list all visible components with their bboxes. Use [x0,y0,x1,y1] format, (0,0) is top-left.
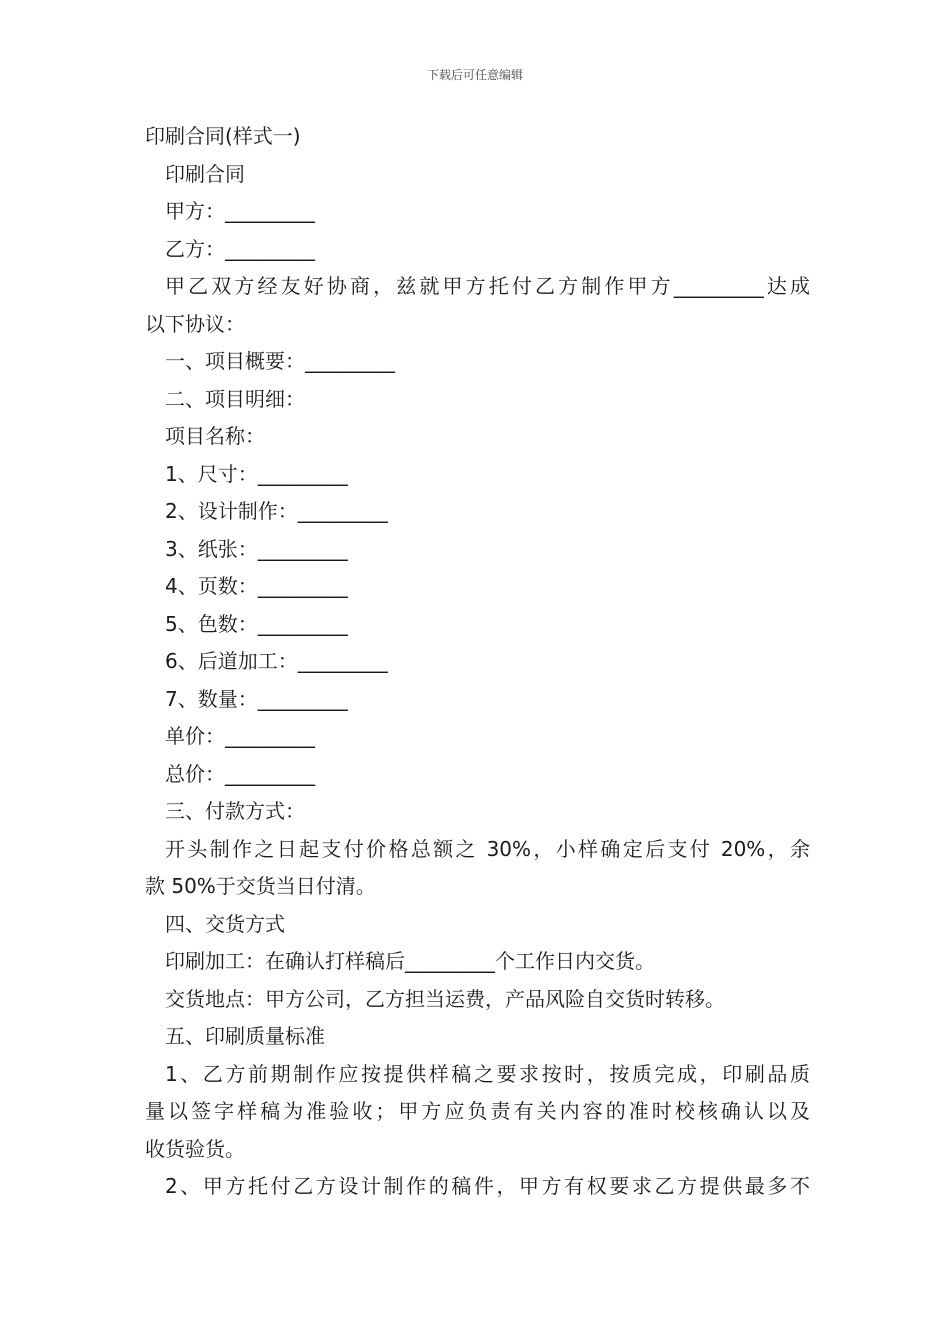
detail-quantity: 7、数量：_________ [165,686,348,711]
document-title: 印刷合同(样式一) [145,124,301,148]
detail-size: 1、尺寸：_________ [165,461,348,486]
detail-design: 2、设计制作：_________ [165,499,388,523]
payment-terms-line-2: 款 50%于交货当日付清。 [145,874,376,898]
agreement-intro-line-2: 以下协议： [145,311,245,336]
detail-paper: 3、纸张：_________ [165,536,348,561]
document-body [145,118,810,1206]
section-project-overview: 一、项目概要：_________ [165,349,395,373]
party-b-line: 乙方：_________ [165,236,315,261]
quality-clause-1-line-2: 量以签字样稿为准验收；甲方应负责有关内容的准时校核确认以及 [145,1099,810,1123]
delivery-location-line: 交货地点：甲方公司，乙方担当运费，产品风险自交货时转移。 [165,986,725,1011]
quality-clause-2-line-1: 2、甲方托付乙方设计制作的稿件，甲方有权要求乙方提供最多不 [165,1174,810,1198]
section-project-details: 二、项目明细： [165,386,305,411]
unit-price-line: 单价：_________ [165,724,315,748]
project-name-line: 项目名称： [165,424,265,448]
section-payment: 三、付款方式： [165,799,305,823]
detail-post-processing: 6、后道加工：_________ [165,649,388,673]
total-price-line: 总价：_________ [165,761,315,786]
delivery-time-line: 印刷加工：在确认打样稿后_________个工作日内交货。 [165,949,655,973]
detail-pages: 4、页数：_________ [165,574,348,598]
section-delivery: 四、交货方式 [165,911,285,936]
payment-terms-line-1: 开头制作之日起支付价格总额之 30%，小样确定后支付 20%，余 [165,836,810,861]
party-a-line: 甲方：_________ [165,199,315,223]
section-quality-standard: 五、印刷质量标准 [165,1024,325,1048]
page-header: 下载后可任意编辑 [426,68,523,82]
agreement-intro-line-1: 甲乙双方经友好协商，兹就甲方托付乙方制作甲方_________达成 [165,274,810,298]
quality-clause-1-line-3: 收货验货。 [145,1136,245,1161]
contract-heading: 印刷合同 [165,161,245,186]
detail-colors: 5、色数：_________ [165,611,348,636]
quality-clause-1-line-1: 1、乙方前期制作应按提供样稿之要求按时，按质完成，印刷品质 [165,1061,810,1086]
